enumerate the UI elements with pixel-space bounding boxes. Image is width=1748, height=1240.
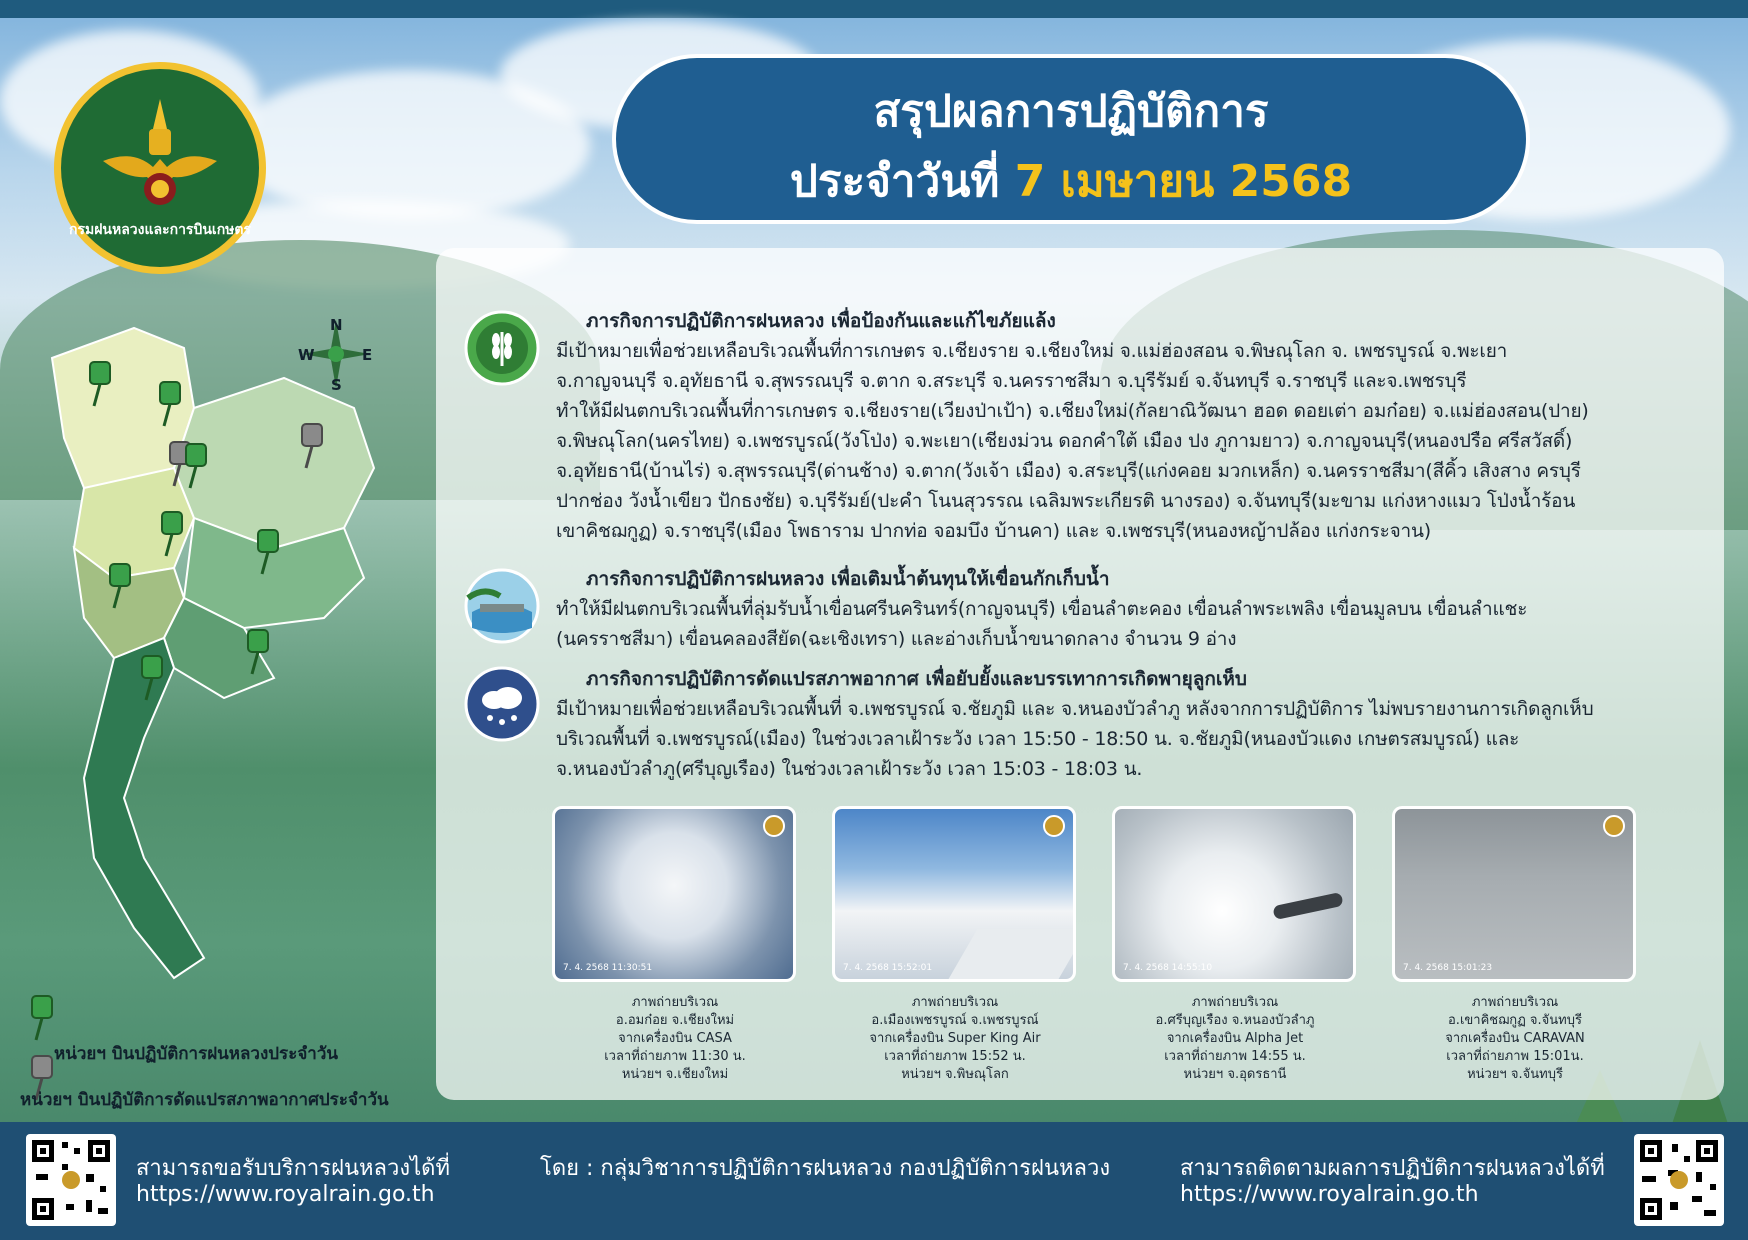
title-date-prefix: ประจำวันที่ — [789, 156, 1000, 207]
footer-right-url[interactable]: https://www.royalrain.go.th — [1180, 1182, 1479, 1207]
compass-n-label: N — [330, 316, 343, 334]
section-2-line: ทำให้มีฝนตกบริเวณพื้นที่ลุ่มรับน้ำเขื่อนศรีนครินทร์(กาญจนบุรี) เขื่อนลำตะคอง เขื่อนลำพระเพลิง เขื่อนมูลบน เขื่อนลำแชะ — [556, 598, 1528, 620]
photo-caption — [830, 994, 1080, 1084]
rainmaking-pin-icon — [150, 378, 190, 428]
caption-line: ภาพถ่ายบริเวณ — [911, 995, 999, 1010]
photo-caption — [1390, 994, 1640, 1084]
dam-icon — [464, 568, 540, 644]
legend-rainmaking-label: หน่วยฯ บินปฏิบัติการฝนหลวงประจำวัน — [54, 1044, 338, 1064]
weather-mod-pin-icon — [292, 420, 332, 470]
photo-logo-icon — [1603, 815, 1625, 837]
photo-logo-icon — [763, 815, 785, 837]
caption-line: ภาพถ่ายบริเวณ — [1471, 995, 1559, 1010]
rainmaking-pin-icon — [100, 560, 140, 610]
section-1-line: จ.อุทัยธานี(บ้านไร่) จ.สุพรรณบุรี(ด่านช้าง) จ.ตาก(วังเจ้า เมือง) จ.สระบุรี(แก่งคอย มวกเหล็ก) จ.นครราชสีมา(สีคิ้ว เสิงสาง ครบุรี — [556, 460, 1581, 482]
section-1-line: ปากช่อง วังน้ำเขียว ปักธงชัย) จ.บุรีรัมย์(ปะคำ โนนสุวรรณ เฉลิมพระเกียรติ นางรอง) จ.จันทบุรี(มะขาม แก่งหางแมว โป่งน้ำร้อน — [556, 490, 1576, 512]
wheat-icon — [464, 310, 540, 386]
cloud-photo — [1392, 806, 1636, 982]
qr-code-icon[interactable] — [26, 1134, 116, 1226]
photo-caption — [550, 994, 800, 1084]
caption-line: เวลาที่ถ่ายภาพ 14:55 น. — [1164, 1049, 1306, 1064]
caption-line: หน่วยฯ จ.จันทบุรี — [1467, 1067, 1563, 1082]
top-bar — [0, 0, 1748, 18]
section-2-line: (นครราชสีมา) เขื่อนคลองสียัด(ฉะเชิงเทรา) และอ่างเก็บน้ำขนาดกลาง จำนวน 9 อ่าง — [556, 628, 1237, 650]
photo-caption — [1110, 994, 1360, 1084]
caption-line: อ.อมก๋อย จ.เชียงใหม่ — [615, 1013, 735, 1028]
garuda-emblem-icon — [103, 99, 217, 219]
department-logo — [54, 62, 266, 274]
section-1-line: มีเป้าหมายเพื่อช่วยเหลือบริเวณพื้นที่การเกษตร จ.เชียงราย จ.เชียงใหม่ จ.แม่ฮ่องสอน จ.พิษณุโลก จ. เพชรบูรณ์ จ.พะเยา — [556, 340, 1508, 362]
caption-line: จากเครื่องบิน Alpha Jet — [1166, 1031, 1304, 1046]
legend-weather-mod-label: หน่วยฯ บินปฏิบัติการดัดแปรสภาพอากาศประจำวัน — [20, 1090, 389, 1110]
photo-logo-icon — [1043, 815, 1065, 837]
photo-timestamp: 7. 4. 2568 15:01:23 — [1403, 963, 1493, 973]
caption-line: จากเครื่องบิน Super King Air — [869, 1031, 1041, 1046]
section-1-line: จ.พิษณุโลก(นครไทย) จ.เพชรบูรณ์(วังโป่ง) จ.พะเยา(เชียงม่วน ดอกคำใต้ เมือง ปง ภูกามยาว) จ.กาญจนบุรี(หนองปรือ ศรีสวัสดิ์) — [556, 430, 1573, 452]
compass-s-label: S — [331, 376, 342, 394]
rainmaking-pin-icon — [132, 652, 172, 702]
cloud-photo — [552, 806, 796, 982]
compass-e-label: E — [362, 346, 373, 364]
caption-line: จากเครื่องบิน CARAVAN — [1445, 1031, 1585, 1046]
section-1-line: เขาคิชฌกูฏ) จ.ราชบุรี(เมือง โพธาราม ปากท่อ จอมบึง บ้านคา) และ จ.เพชรบุรี(หนองหญ้าปล้อง แก่งกระจาน) — [556, 520, 1431, 542]
caption-line: เวลาที่ถ่ายภาพ 15:01น. — [1446, 1049, 1584, 1064]
legend-rainmaking-pin-icon — [22, 992, 62, 1042]
title-date: 7 เมษายน 2568 — [1014, 156, 1353, 207]
rainmaking-pin-icon — [152, 508, 192, 558]
aircraft-nose — [1272, 892, 1343, 920]
compass-w-label: W — [298, 346, 315, 364]
caption-line: หน่วยฯ จ.พิษณุโลก — [901, 1067, 1009, 1082]
section-1-line: จ.กาญจนบุรี จ.อุทัยธานี จ.สุพรรณบุรี จ.ตาก จ.สระบุรี จ.นครราชสีมา จ.บุรีรัมย์ จ.จันทบุรี จ.ราชบุรี และจ.เพชรบุรี — [556, 370, 1467, 392]
cloud-photo — [832, 806, 1076, 982]
caption-line: จากเครื่องบิน CASA — [618, 1031, 732, 1046]
footer-credit: โดย : กลุ่มวิชาการปฏิบัติการฝนหลวง กองปฏิบัติการฝนหลวง — [540, 1156, 1111, 1181]
footer-left-url[interactable]: https://www.royalrain.go.th — [136, 1182, 435, 1207]
hail-cloud-icon — [464, 666, 540, 742]
section-3-line: บริเวณพื้นที่ จ.เพชรบูรณ์(เมือง) ในช่วงเวลาเฝ้าระวัง เวลา 15:50 - 18:50 น. จ.ชัยภูมิ(หนองบัวแดง เกษตรสมบูรณ์) และ — [556, 728, 1520, 750]
rainmaking-pin-icon — [238, 626, 278, 676]
footer-left-line1: สามารถขอรับบริการฝนหลวงได้ที่ — [136, 1156, 450, 1181]
rainmaking-pin-icon — [248, 526, 288, 576]
caption-line: เวลาที่ถ่ายภาพ 15:52 น. — [884, 1049, 1026, 1064]
photo-timestamp: 7. 4. 2568 14:55:10 — [1123, 963, 1213, 973]
aircraft-wing — [949, 929, 1076, 979]
page-title: สรุปผลการปฏิบัติการ — [873, 86, 1269, 137]
title-banner — [612, 54, 1530, 224]
section-3-line: มีเป้าหมายเพื่อช่วยเหลือบริเวณพื้นที่ จ.เพชรบูรณ์ จ.ชัยภูมิ และ จ.หนองบัวลำภู หลังจากการปฏิบัติการ ไม่พบรายงานการเกิดลูกเห็บ — [556, 698, 1594, 720]
caption-line: ภาพถ่ายบริเวณ — [631, 995, 719, 1010]
rainmaking-pin-icon — [80, 358, 120, 408]
footer-right-line1: สามารถติดตามผลการปฏิบัติการฝนหลวงได้ที่ — [1180, 1156, 1605, 1181]
page-subtitle — [616, 146, 1526, 216]
cloud-photo — [1112, 806, 1356, 982]
rainmaking-pin-icon — [176, 440, 216, 490]
caption-line: หน่วยฯ จ.เชียงใหม่ — [621, 1067, 729, 1082]
caption-line: อ.เขาคิชฌกูฏ จ.จันทบุรี — [1448, 1013, 1582, 1028]
qr-code-icon[interactable] — [1634, 1134, 1724, 1226]
caption-line: ภาพถ่ายบริเวณ — [1191, 995, 1279, 1010]
section-3-heading: ภารกิจการปฏิบัติการดัดแปรสภาพอากาศ เพื่อยับยั้งและบรรเทาการเกิดพายุลูกเห็บ — [586, 668, 1247, 690]
section-1-line: ทำให้มีฝนตกบริเวณพื้นที่การเกษตร จ.เชียงราย(เวียงป่าเป้า) จ.เชียงใหม่(กัลยาณิวัฒนา ฮอด ดอยเต่า อมก๋อย) จ.แม่ฮ่องสอน(ปาย) — [556, 400, 1589, 422]
photo-timestamp: 7. 4. 2568 15:52:01 — [843, 963, 933, 973]
section-1-heading: ภารกิจการปฏิบัติการฝนหลวง เพื่อป้องกันและแก้ไขภัยแล้ง — [586, 310, 1056, 332]
logo-text: กรมฝนหลวงและการบินเกษตร — [68, 222, 252, 238]
thailand-map — [24, 318, 420, 1036]
photo-timestamp: 7. 4. 2568 11:30:51 — [563, 963, 653, 973]
caption-line: หน่วยฯ จ.อุดรธานี — [1183, 1067, 1287, 1082]
section-2-heading: ภารกิจการปฏิบัติการฝนหลวง เพื่อเติมน้ำต้นทุนให้เขื่อนกักเก็บน้ำ — [586, 568, 1110, 590]
caption-line: เวลาที่ถ่ายภาพ 11:30 น. — [604, 1049, 746, 1064]
caption-line: อ.ศรีบุญเรือง จ.หนองบัวลำภู — [1155, 1013, 1315, 1028]
caption-line: อ.เมืองเพชรบูรณ์ จ.เพชรบูรณ์ — [871, 1013, 1039, 1028]
section-3-line: จ.หนองบัวลำภู(ศรีบุญเรือง) ในช่วงเวลาเฝ้าระวัง เวลา 15:03 - 18:03 น. — [556, 758, 1143, 780]
